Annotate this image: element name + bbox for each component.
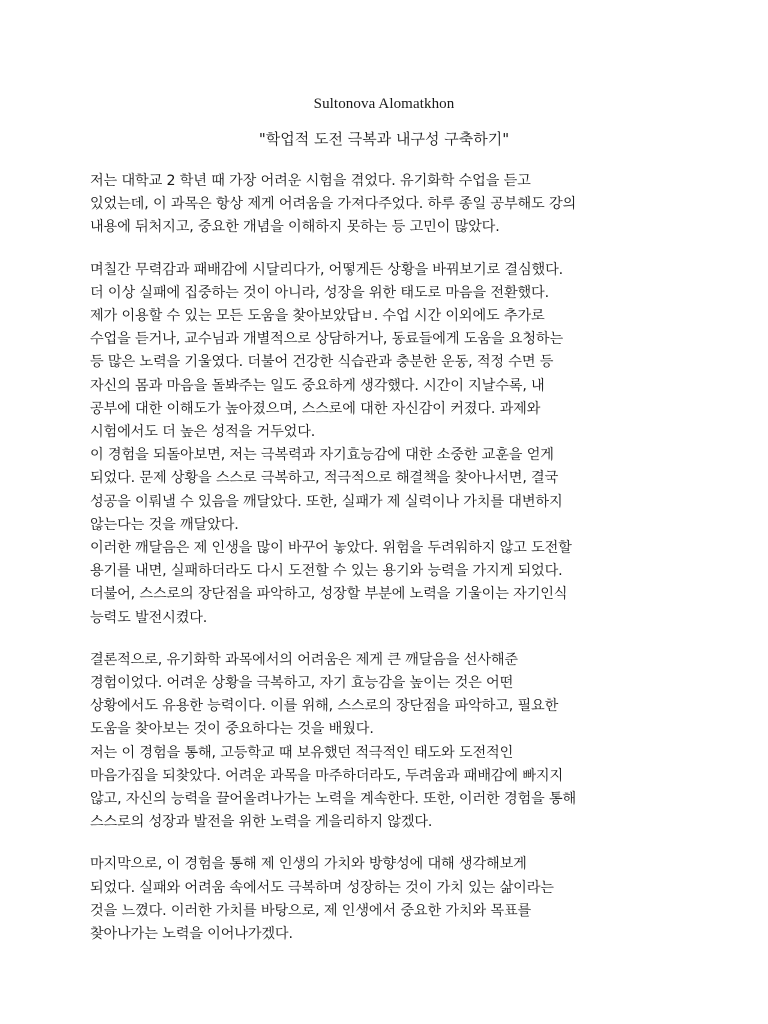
text-line: 등 많은 노력을 기울였다. 더불어 건강한 식습관과 충분한 운동, 적정 수면 등 [90,354,554,371]
text-line: 며칠간 무력감과 패배감에 시달리다가, 어떻게든 상황을 바꿔보기로 결심했다. [90,261,564,278]
text-line: 저는 이 경험을 통해, 고등학교 때 보유했던 적극적인 태도와 도전적인 [90,744,514,761]
paragraph [90,649,690,835]
text-line: 되었다. 실패와 어려움 속에서도 극복하며 성장하는 것이 가치 있는 삶이라는 [90,879,554,896]
paragraph [90,170,690,240]
text-line: 않는다는 것을 깨달았다. [90,516,239,533]
text-line: 경험이었다. 어려운 상황을 극복하고, 자기 효능감을 높이는 것은 어떤 [90,675,514,692]
text-line: 시험에서도 더 높은 성적을 거두었다. [90,424,316,441]
text-line: 용기를 내면, 실패하더라도 다시 도전할 수 있는 용기와 능력을 가지게 되었다. [90,563,563,580]
text-line: 공부에 대한 이해도가 높아졌으며, 스스로에 대한 자신감이 커졌다. 과제와 [90,400,541,417]
text-line: 찾아나가는 노력을 이어나가겠다. [90,926,293,943]
text-line: 자신의 몸과 마음을 돌봐주는 일도 중요하게 생각했다. 시간이 지날수록, 내 [90,377,545,394]
text-line: 제가 이용할 수 있는 모든 도움을 찾아보았답ㅂ. 수업 시간 이외에도 추가로 [90,308,545,325]
essay-body [90,170,690,965]
text-line: 있었는데, 이 과목은 항상 제게 어려움을 가져다주었다. 하루 종일 공부해도 강의 [90,196,577,213]
text-line: 스스로의 성장과 발전을 위한 노력을 게을리하지 않겠다. [90,814,433,831]
text-line: 이러한 깨달음은 제 인생을 많이 바꾸어 놓았다. 위험을 두려워하지 않고 도전할 [90,540,572,557]
paragraph [90,259,690,630]
text-line: 상황에서도 유용한 능력이다. 이를 위해, 스스로의 장단점을 파악하고, 필요한 [90,698,559,715]
text-line: 이 경험을 되돌아보면, 저는 극복력과 자기효능감에 대한 소중한 교훈을 얻게 [90,447,554,464]
text-line: 수업을 듣거나, 교수님과 개별적으로 상담하거나, 동료들에게 도움을 요청하는 [90,331,564,348]
author-name: Sultonova Alomatkhon [313,96,455,112]
text-line: 않고, 자신의 능력을 끌어올려나가는 노력을 계속한다. 또한, 이러한 경험을 통해 [90,791,577,808]
essay-title: "학업적 도전 극복과 내구성 구축하기" [258,130,510,148]
text-line: 더불어, 스스로의 장단점을 파악하고, 성장할 부분에 노력을 기울이는 자기인식 [90,586,568,603]
text-line: 더 이상 실패에 집중하는 것이 아니라, 성장을 위한 태도로 마음을 전환했다. [90,284,549,301]
text-line: 마음가짐을 되찾았다. 어려운 과목을 마주하더라도, 두려움과 패배감에 빠지지 [90,767,564,784]
text-line: 마지막으로, 이 경험을 통해 제 인생의 가치와 방향성에 대해 생각해보게 [90,856,527,873]
text-line: 것을 느꼈다. 이러한 가치를 바탕으로, 제 인생에서 중요한 가치와 목표를 [90,902,532,919]
text-line: 저는 대학교 2 학년 때 가장 어려운 시험을 겪었다. 유기화학 수업을 듣고 [90,173,531,189]
paragraph [90,853,690,946]
text-line: 성공을 이뤄낼 수 있음을 깨달았다. 또한, 실패가 제 실력이나 가치를 대변하지 [90,493,563,510]
text-line: 능력도 발전시켰다. [90,609,208,626]
text-line: 되었다. 문제 상황을 스스로 극복하고, 적극적으로 해결책을 찾아나서면, 결국 [90,470,559,487]
text-line: 도움을 찾아보는 것이 중요하다는 것을 배웠다. [90,721,374,738]
text-line: 내용에 뒤처지고, 중요한 개념을 이해하지 못하는 등 고민이 많았다. [90,219,500,236]
text-line: 결론적으로, 유기화학 과목에서의 어려움은 제게 큰 깨달음을 선사해준 [90,651,518,668]
